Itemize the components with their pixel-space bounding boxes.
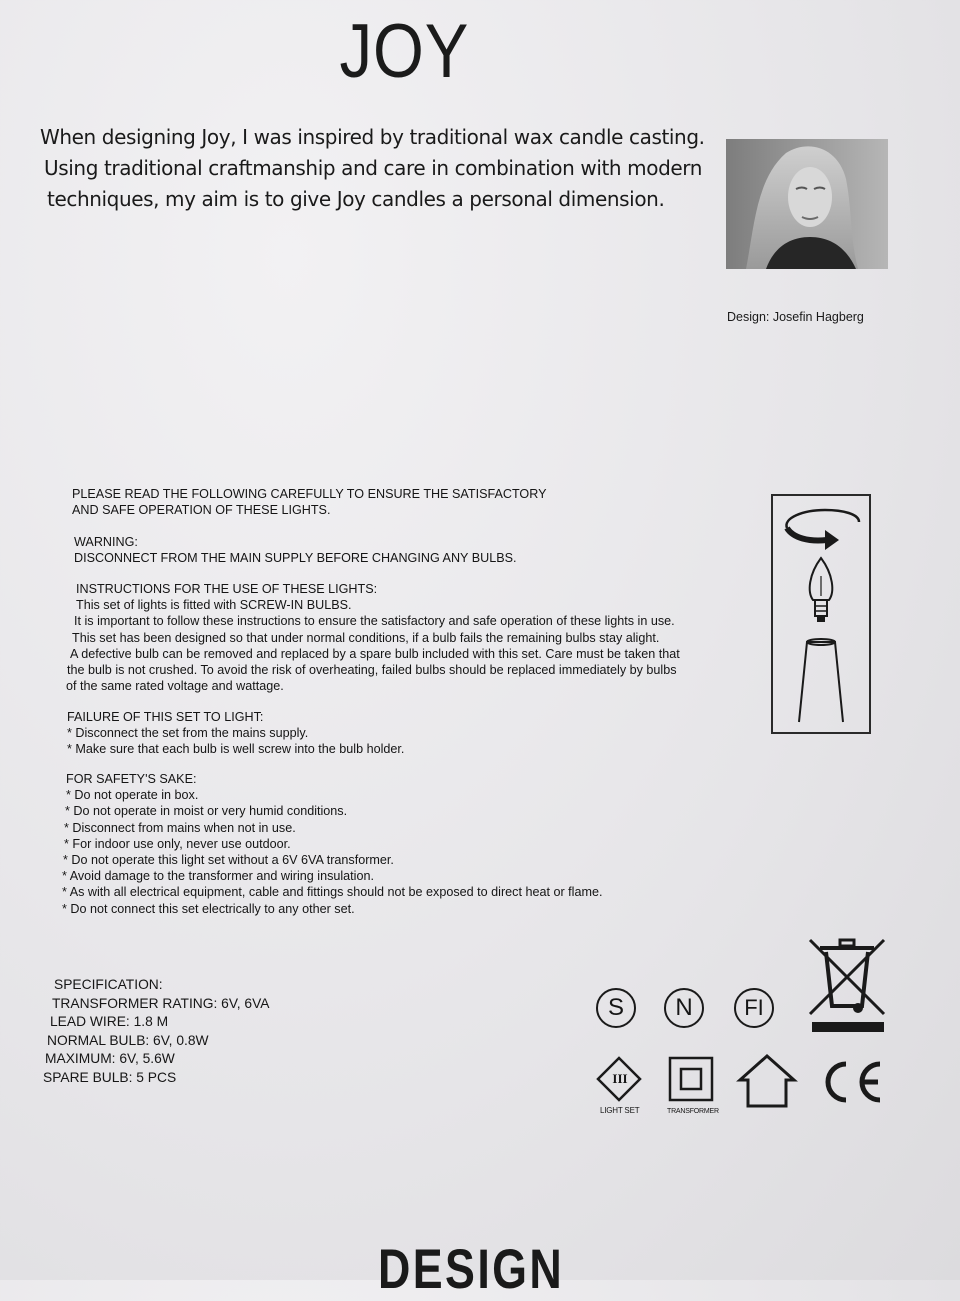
class-iii-label: III [612,1071,628,1086]
warning-heading: WARNING: [74,535,138,549]
warning-text: DISCONNECT FROM THE MAIN SUPPLY BEFORE CHANGING ANY BULBS. [74,551,517,566]
failure [66,709,404,758]
safety-line: * Do not connect this set electrically to any other set. [62,901,355,916]
instructions-line: the bulb is not crushed. To avoid the risk of overheating, failed bulbs should be replaced immediately by bulbs [67,663,677,678]
instructions-heading: INSTRUCTIONS FOR THE USE OF THESE LIGHTS: [76,582,378,596]
spec-line: NORMAL BULB: 6V, 0.8W [47,1032,209,1048]
light-set-label: LIGHT SET [600,1106,640,1115]
page-title: JOY [339,9,470,94]
country-mark-norway: N [664,988,704,1028]
spec-line: MAXIMUM: 6V, 5.6W [45,1051,175,1067]
spec-line: SPARE BULB: 5 PCS [43,1069,177,1085]
safety-line: * Disconnect from mains when not in use. [64,820,296,835]
instructions-line: A defective bulb can be removed and replaced by a spare bulb included with this set. Care must be taken that [70,646,680,661]
safety-line: * Do not operate in box. [66,788,199,803]
double-insulation-icon [668,1056,714,1106]
instructions-line: of the same rated voltage and wattage. [66,679,284,694]
safety-line: * Do not operate in moist or very humid conditions. [65,804,348,819]
spec-heading: SPECIFICATION: [54,977,163,992]
designer-caption: Design: Josefin Hagberg [727,310,864,324]
failure-line: * Make sure that each bulb is well screw into the bulb holder. [67,742,405,757]
country-mark-sweden: S [596,988,636,1028]
instructions-line: It is important to follow these instructions to ensure the satisfactory and safe operation of these lights in use. [74,614,675,629]
spec-line: TRANSFORMER RATING: 6V, 6VA [52,995,270,1011]
intro-line: Using traditional craftmanship and care in combination with modern [44,156,703,180]
instructions [66,581,680,694]
warning [74,534,517,566]
indoor-use-house-icon [736,1052,798,1114]
designer-portrait [726,139,888,269]
specification [42,976,269,1088]
safety-line: * As with all electrical equipment, cable and fittings should not be exposed to direct heat or flame. [62,885,603,900]
instructions-line: This set has been designed so that under normal conditions, if a bulb fails the remaining bulbs stay alight. [72,630,660,645]
ce-mark-icon [818,1058,886,1110]
instructions-line: This set of lights is fitted with SCREW-IN BULBS. [76,598,352,613]
portrait-photo-icon [726,139,888,269]
notice-line: AND SAFE OPERATION OF THESE LIGHTS. [72,503,331,518]
safety-line: * Avoid damage to the transformer and wiring insulation. [62,869,374,884]
intro-paragraph [40,122,720,215]
notice [72,486,547,518]
country-mark-finland: FI [734,988,774,1028]
intro-line: When designing Joy, I was inspired by traditional wax candle casting. [40,125,705,149]
spec-line: LEAD WIRE: 1.8 M [50,1014,169,1030]
screw-in-bulb-icon [773,496,869,732]
weee-crossed-bin-icon [806,936,888,1038]
notice-line: PLEASE READ THE FOLLOWING CAREFULLY TO ENSURE THE SATISFACTORY [72,487,547,501]
safety-line: * For indoor use only, never use outdoor. [64,836,291,851]
safety [62,771,602,917]
bulb-replacement-diagram [771,494,871,734]
failure-line: * Disconnect the set from the mains supply. [67,726,309,741]
transformer-label: TRANSFORMER [667,1108,719,1115]
failure-heading: FAILURE OF THIS SET TO LIGHT: [67,710,264,724]
intro-line: techniques, my aim is to give Joy candles a personal dimension. [47,187,665,211]
safety-heading: FOR SAFETY'S SAKE: [66,772,197,786]
footer-brand-text: DESIGN [378,1237,565,1300]
safety-line: * Do not operate this light set without a 6V 6VA transformer. [63,853,394,868]
